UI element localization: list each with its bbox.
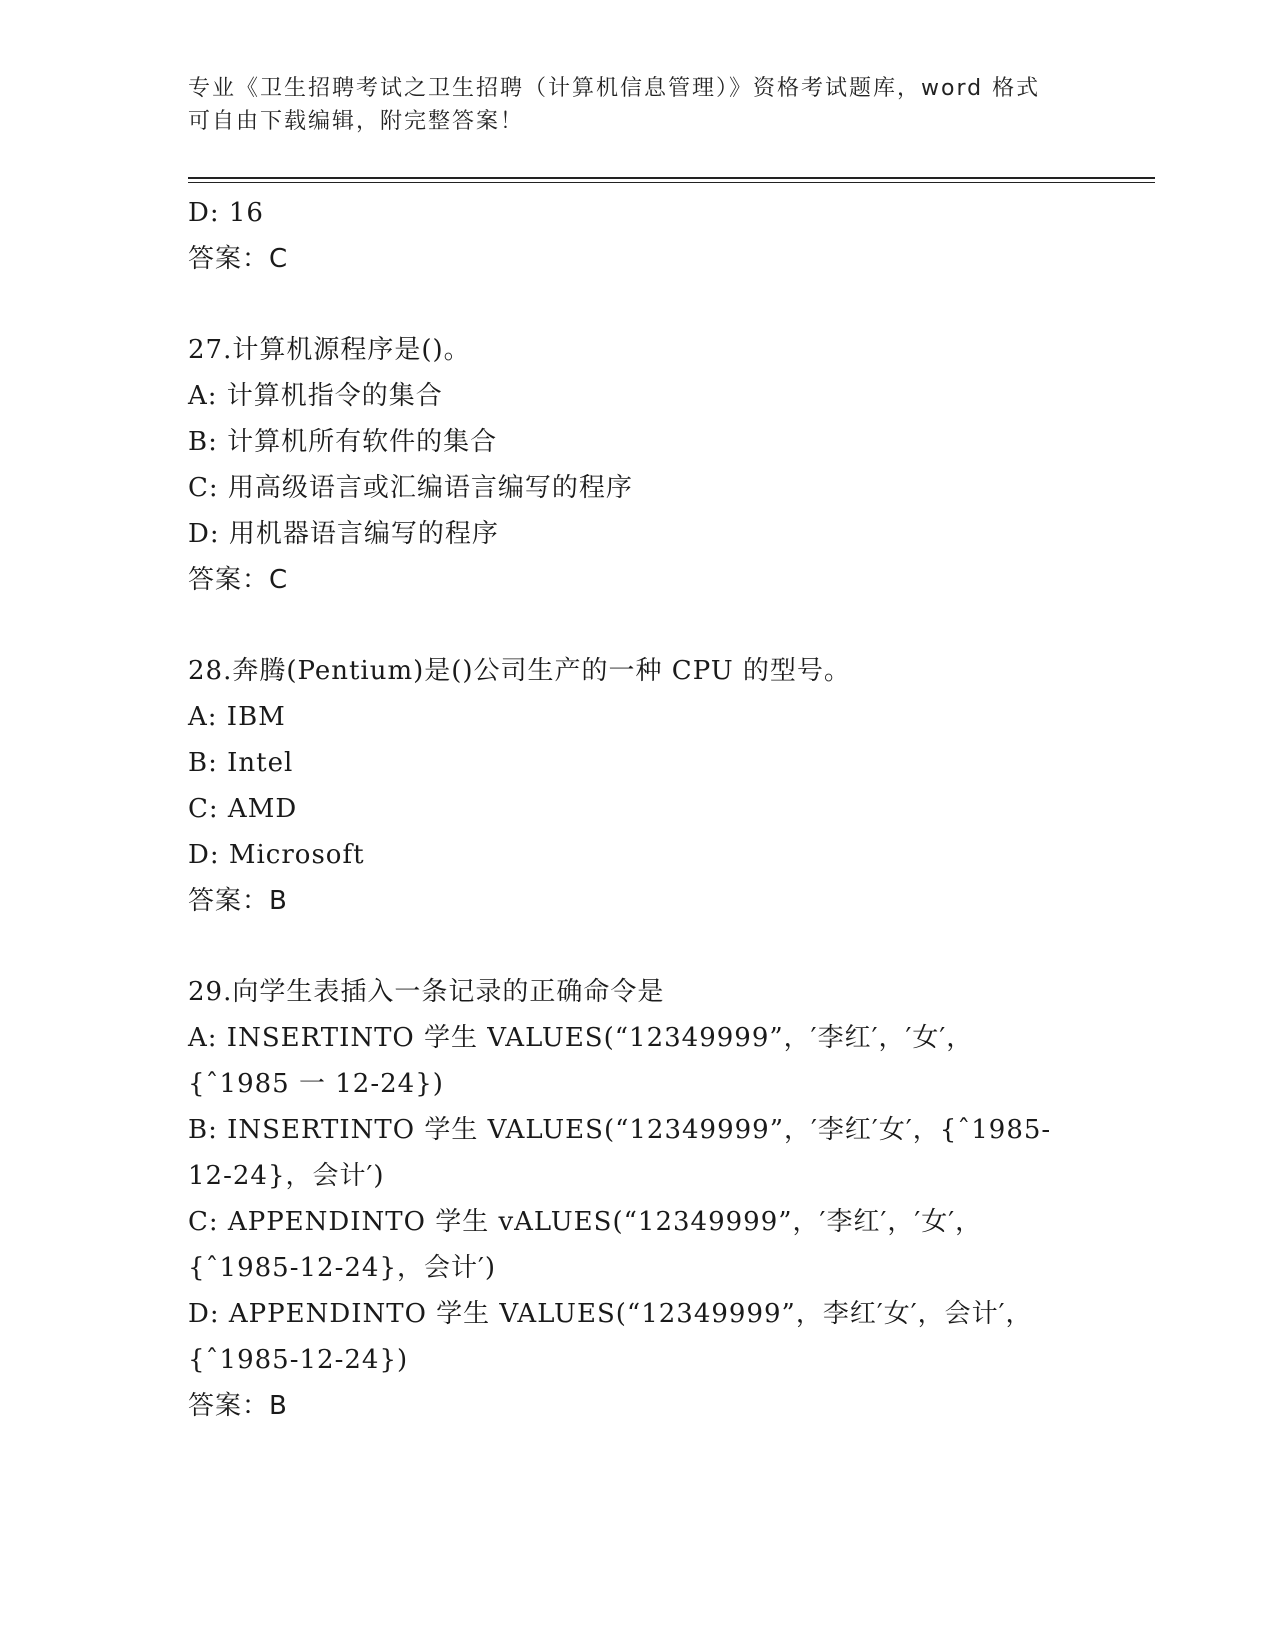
option-d-continued: {ˆ1985-12-24}) [188,1345,409,1375]
option-d: D: Microsoft [188,840,365,870]
option-c: C: 用高级语言或汇编语言编写的程序 [188,473,633,503]
header-line-2: 可自由下载编辑，附完整答案！ [188,109,525,134]
header-line-1: 专业《卫生招聘考试之卫生招聘（计算机信息管理）》资格考试题库，word 格式 [188,76,1041,101]
question-stem: 29.向学生表插入一条记录的正确命令是 [188,977,665,1007]
document-header [188,72,1088,138]
question-stem: 28.奔腾(Pentium)是()公司生产的一种 CPU 的型号。 [188,656,851,686]
option-c: C: APPENDINTO 学生 vALUES(“12349999”，′李红′，′女′， [188,1207,983,1237]
option-c: C: AMD [188,794,298,824]
option-b: B: Intel [188,748,294,778]
question-content [188,190,1088,1429]
question-27 [188,327,1088,603]
option-b-continued: 12-24}，会计′) [188,1161,385,1191]
question-28 [188,648,1088,924]
option-d: D: 用机器语言编写的程序 [188,519,499,549]
answer-line: 答案：C [188,244,289,274]
answer-line: 答案：B [188,1391,288,1421]
option-d: D: APPENDINTO 学生 VALUES(“12349999”，李红′女′，会计′， [188,1299,1033,1329]
option-d: D: 16 [188,198,264,228]
option-b: B: 计算机所有软件的集合 [188,427,498,457]
option-a-continued: {ˆ1985 一 12-24}) [188,1069,444,1099]
option-a: A: INSERTINTO 学生 VALUES(“12349999”，′李红′，′女′， [188,1023,974,1053]
option-a: A: 计算机指令的集合 [188,381,443,411]
spacer [188,603,1088,648]
answer-line: 答案：B [188,886,288,916]
spacer [188,924,1088,969]
question-29 [188,969,1088,1429]
option-a: A: IBM [188,702,286,732]
previous-question-tail [188,190,1088,282]
option-c-continued: {ˆ1985-12-24}，会计′) [188,1253,497,1283]
question-stem: 27.计算机源程序是()。 [188,335,471,365]
answer-line: 答案：C [188,565,289,595]
header-divider-thin [188,182,1155,183]
option-b: B: INSERTINTO 学生 VALUES(“12349999”，′李红′女′，{ˆ1985- [188,1115,1052,1145]
spacer [188,282,1088,327]
header-divider-thick [188,177,1155,179]
